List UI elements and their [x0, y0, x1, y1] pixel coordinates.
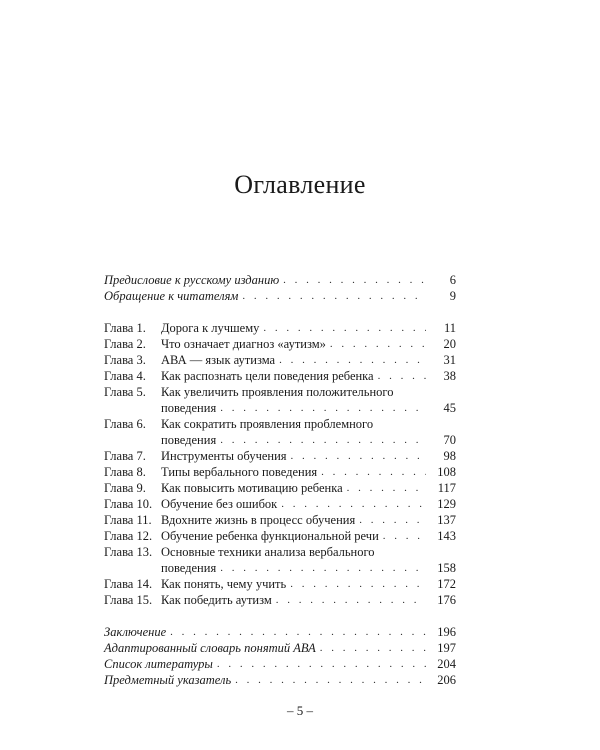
dot-leader [279, 352, 426, 368]
chapter-number: Глава 12. [104, 529, 153, 543]
toc-chapter [104, 416, 456, 432]
chapter-number: Глава 15. [104, 593, 153, 607]
toc-chapter [104, 528, 456, 544]
chapter-page: 108 [437, 465, 456, 479]
dot-leader [320, 640, 426, 656]
toc-chapter-continuation [104, 432, 456, 448]
toc-entry-label: Заключение [104, 625, 167, 639]
chapter-number: Глава 7. [104, 449, 146, 463]
chapter-title-line: Как победить аутизм [161, 593, 272, 607]
chapter-title-line: Инструменты обучения [161, 449, 287, 463]
chapter-page: 176 [437, 593, 456, 607]
chapter-number: Глава 9. [104, 481, 146, 495]
toc-entry-page: 196 [437, 625, 456, 639]
chapter-page: 172 [437, 577, 456, 591]
toc-chapter [104, 496, 456, 512]
toc-entry-page: 197 [437, 641, 456, 655]
toc-entry [104, 288, 456, 304]
chapter-title-line: Что означает диагноз «аутизм» [161, 337, 326, 351]
dot-leader [321, 464, 426, 480]
section-spacer [104, 608, 456, 624]
chapter-title-line: Как распознать цели поведения ребенка [161, 369, 374, 383]
chapter-number: Глава 5. [104, 385, 146, 399]
toc-entry-label: Обращение к читателям [104, 289, 239, 303]
toc-entry-label: Предметный указатель [104, 673, 232, 687]
chapter-page: 117 [437, 481, 456, 495]
toc-chapter [104, 480, 456, 496]
dot-leader [220, 432, 426, 448]
toc-chapter-continuation [104, 400, 456, 416]
chapter-title-line: Как сократить проявления проблемного [161, 417, 374, 431]
toc-entry-page: 9 [449, 289, 456, 303]
chapter-title-line: Обучение без ошибок [161, 497, 278, 511]
chapter-number: Глава 3. [104, 353, 146, 367]
chapter-page: 20 [443, 337, 456, 351]
chapter-number: Глава 4. [104, 369, 146, 383]
chapter-number: Глава 13. [104, 545, 153, 559]
dot-leader [359, 512, 426, 528]
chapter-title-line: Обучение ребенка функциональной речи [161, 529, 379, 543]
page-number: – 5 – [287, 703, 313, 718]
chapter-title-line: Как повысить мотивацию ребенка [161, 481, 343, 495]
chapter-title-line: Типы вербального поведения [161, 465, 318, 479]
dot-leader [217, 656, 426, 672]
dot-leader [281, 496, 426, 512]
chapter-title-line: Дорога к лучшему [161, 321, 260, 335]
toc-entry-page: 204 [437, 657, 456, 671]
dot-leader [383, 528, 426, 544]
toc-chapter [104, 320, 456, 336]
toc-chapter [104, 592, 456, 608]
toc-entry-page: 6 [449, 273, 456, 287]
dot-leader [330, 336, 426, 352]
chapter-title-line: Как увеличить проявления положительного [161, 385, 394, 399]
toc-entry-label: Список литературы [104, 657, 213, 671]
chapter-number: Глава 6. [104, 417, 146, 431]
toc-entry-label: Адаптированный словарь понятий АВА [104, 641, 316, 655]
dot-leader [290, 576, 426, 592]
chapter-page: 45 [443, 401, 456, 415]
chapter-page: 137 [437, 513, 456, 527]
chapter-number: Глава 1. [104, 321, 146, 335]
chapter-page: 143 [437, 529, 456, 543]
table-of-contents [104, 272, 456, 688]
toc-entry-label: Предисловие к русскому изданию [104, 273, 280, 287]
toc-chapter [104, 576, 456, 592]
dot-leader [263, 320, 426, 336]
chapter-page: 98 [443, 449, 456, 463]
chapter-number: Глава 11. [104, 513, 152, 527]
dot-leader [276, 592, 426, 608]
toc-chapter [104, 352, 456, 368]
toc-chapter [104, 464, 456, 480]
chapter-title-line: АВА — язык аутизма [161, 353, 276, 367]
toc-chapter [104, 368, 456, 384]
toc-entry [104, 656, 456, 672]
toc-chapter [104, 544, 456, 560]
chapter-title-line: Основные техники анализа вербального [161, 545, 375, 559]
chapter-page: 31 [443, 353, 456, 367]
toc-chapter [104, 336, 456, 352]
toc-chapter [104, 448, 456, 464]
toc-chapter [104, 512, 456, 528]
chapter-page: 11 [443, 321, 456, 335]
dot-leader [378, 368, 426, 384]
chapter-number: Глава 14. [104, 577, 153, 591]
toc-entry [104, 640, 456, 656]
dot-leader [242, 288, 426, 304]
toc-entry [104, 272, 456, 288]
chapter-page: 38 [443, 369, 456, 383]
toc-entry-page: 206 [437, 673, 456, 687]
dot-leader [220, 560, 426, 576]
dot-leader [235, 672, 426, 688]
section-spacer [104, 304, 456, 320]
dot-leader [220, 400, 426, 416]
toc-entry [104, 672, 456, 688]
chapter-page: 129 [437, 497, 456, 511]
chapter-title-line: поведения [161, 401, 217, 415]
toc-entry [104, 624, 456, 640]
chapter-title-line: Как понять, чему учить [161, 577, 287, 591]
dot-leader [291, 448, 426, 464]
toc-chapter [104, 384, 456, 400]
chapter-title-line: поведения [161, 433, 217, 447]
dot-leader [283, 272, 426, 288]
toc-chapter-continuation [104, 560, 456, 576]
page-title: Оглавление [234, 170, 366, 199]
dot-leader [170, 624, 426, 640]
dot-leader [347, 480, 426, 496]
chapter-page: 70 [443, 433, 456, 447]
chapter-title-line: Вдохните жизнь в процесс обучения [161, 513, 356, 527]
chapter-title-line: поведения [161, 561, 217, 575]
chapter-number: Глава 2. [104, 337, 146, 351]
chapter-page: 158 [437, 561, 456, 575]
chapter-number: Глава 8. [104, 465, 146, 479]
chapter-number: Глава 10. [104, 497, 153, 511]
